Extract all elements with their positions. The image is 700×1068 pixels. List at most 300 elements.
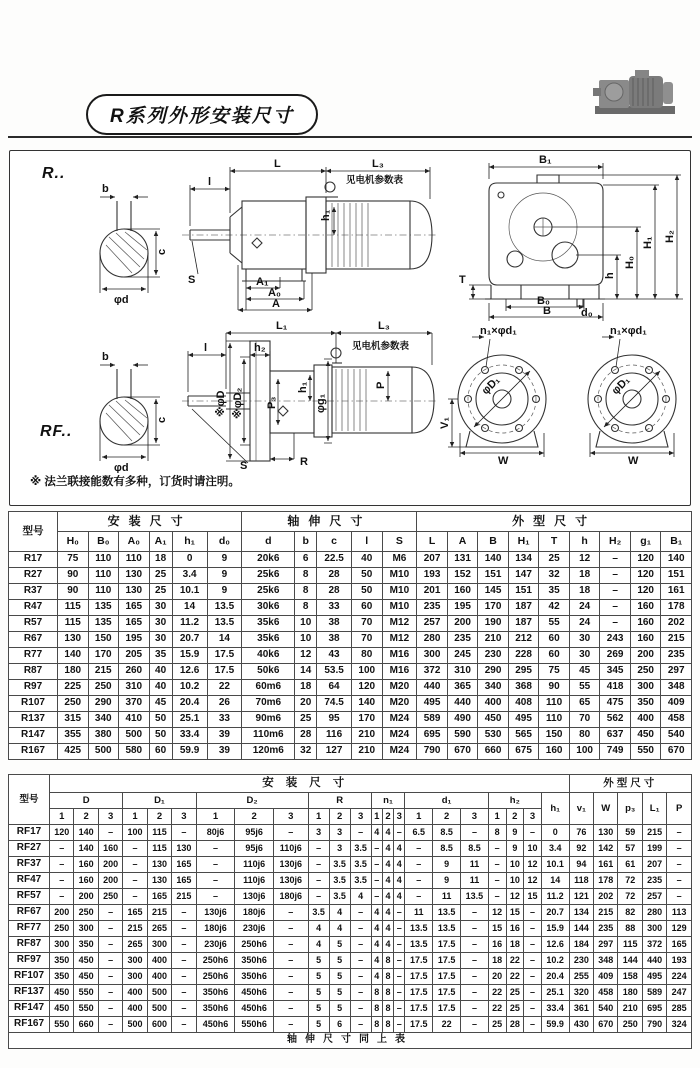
shaft-section-drawing — [70, 175, 170, 305]
value-cell: 110 — [539, 712, 570, 728]
value-cell: 235 — [661, 648, 692, 664]
value-cell: 40 — [149, 680, 172, 696]
value-cell: 25 — [149, 584, 172, 600]
product-photo — [583, 62, 688, 126]
value-cell: – — [524, 921, 542, 937]
value-cell: 295 — [508, 664, 539, 680]
value-cell: 28 — [295, 728, 317, 744]
value-cell: 10 — [295, 632, 317, 648]
value-cell: 151 — [661, 568, 692, 584]
value-cell: 285 — [667, 1001, 692, 1017]
rf-side-view-drawing — [178, 319, 440, 471]
value-cell: 4 — [394, 841, 405, 857]
dim-label-B0: B₀ — [537, 295, 550, 307]
subgroup-D2: D₂ — [196, 793, 308, 809]
model-cell: R167 — [9, 744, 58, 760]
value-cell: 110j6 — [235, 873, 274, 889]
value-cell: 4 — [382, 905, 393, 921]
value-cell: 4 — [371, 921, 382, 937]
value-cell: 8 — [295, 568, 317, 584]
dim-label-B: B — [543, 305, 551, 317]
value-cell: – — [98, 825, 122, 841]
value-cell: – — [123, 857, 147, 873]
table-row — [9, 937, 692, 953]
value-cell: 247 — [667, 985, 692, 1001]
column-header: 2 — [506, 809, 524, 825]
value-cell: 550 — [630, 744, 661, 760]
value-cell: – — [667, 841, 692, 857]
value-cell: 25k6 — [242, 584, 295, 600]
value-cell: 95 — [317, 712, 352, 728]
value-cell: 790 — [417, 744, 448, 760]
value-cell: 30 — [149, 616, 172, 632]
value-cell: 70 — [569, 712, 600, 728]
value-cell: 90 — [58, 568, 89, 584]
value-cell: – — [350, 937, 371, 953]
column-header: c — [317, 532, 352, 552]
value-cell: 4 — [371, 937, 382, 953]
value-cell: 300 — [74, 921, 98, 937]
value-cell: 350h6 — [235, 953, 274, 969]
value-cell: 12 — [569, 552, 600, 568]
value-cell: 350 — [50, 969, 74, 985]
value-cell: 408 — [508, 696, 539, 712]
value-cell: 500 — [123, 1017, 147, 1033]
value-cell: 150 — [539, 728, 570, 744]
value-cell: 589 — [417, 712, 448, 728]
value-cell: 25 — [295, 712, 317, 728]
column-header: H₁ — [508, 532, 539, 552]
value-cell: – — [308, 889, 329, 905]
value-cell: 121 — [569, 889, 593, 905]
column-header: 1 — [123, 809, 147, 825]
value-cell: 235 — [417, 600, 448, 616]
value-cell: – — [172, 905, 196, 921]
value-cell: 210 — [351, 728, 382, 744]
table-row — [9, 921, 692, 937]
shaft-section-drawing — [70, 343, 170, 473]
table-row — [9, 1017, 692, 1033]
table-row — [9, 664, 692, 680]
column-header: A — [447, 532, 478, 552]
value-cell: 9 — [433, 873, 461, 889]
value-cell: 265 — [123, 937, 147, 953]
value-cell: 178 — [594, 873, 618, 889]
value-cell: 129 — [667, 921, 692, 937]
dim-label-phi-D2: ※φD₂ — [232, 387, 244, 419]
value-cell: 178 — [661, 600, 692, 616]
value-cell: 200 — [74, 889, 98, 905]
value-cell: 115 — [618, 937, 642, 953]
value-cell: – — [461, 969, 489, 985]
dim-label-L3: L₃ — [378, 320, 390, 332]
value-cell: 324 — [667, 1017, 692, 1033]
value-cell: 160 — [74, 857, 98, 873]
dim-label-phi-D1: φD₁ — [609, 374, 633, 398]
value-cell: 17.5 — [433, 953, 461, 969]
value-cell: 3.4 — [172, 568, 207, 584]
model-cell: RF17 — [9, 825, 50, 841]
value-cell: 4 — [382, 873, 393, 889]
value-cell: – — [461, 985, 489, 1001]
value-cell: – — [488, 841, 506, 857]
value-cell: 130j6 — [235, 889, 274, 905]
model-cell: R47 — [9, 600, 58, 616]
value-cell: 16 — [506, 921, 524, 937]
model-cell: RF137 — [9, 985, 50, 1001]
column-header: 1 — [308, 809, 329, 825]
value-cell: 228 — [508, 648, 539, 664]
value-cell: 22 — [207, 680, 242, 696]
value-cell: 130 — [119, 584, 150, 600]
value-cell: 15.9 — [541, 921, 569, 937]
value-cell: 365 — [447, 680, 478, 696]
value-cell: 35k6 — [242, 616, 295, 632]
value-cell: 250 — [58, 696, 89, 712]
value-cell: 75 — [58, 552, 89, 568]
value-cell: 4 — [382, 841, 393, 857]
value-cell: 165 — [667, 937, 692, 953]
column-header: 3 — [98, 809, 122, 825]
value-cell: 297 — [594, 937, 618, 953]
value-cell: 530 — [478, 728, 509, 744]
value-cell: 115 — [58, 600, 89, 616]
value-cell: 540 — [594, 1001, 618, 1017]
rf-series-dimension-table — [8, 774, 692, 1049]
value-cell: 22.5 — [317, 552, 352, 568]
value-cell: 5 — [308, 985, 329, 1001]
value-cell: 130 — [172, 841, 196, 857]
value-cell: 9 — [207, 584, 242, 600]
value-cell: – — [405, 841, 433, 857]
value-cell: – — [600, 584, 631, 600]
value-cell: – — [405, 889, 433, 905]
value-cell: – — [461, 825, 489, 841]
value-cell: – — [600, 552, 631, 568]
value-cell: 195 — [447, 600, 478, 616]
group-outline: 外型尺寸 — [569, 775, 691, 793]
dim-label-B1: B₁ — [539, 154, 552, 166]
table-row — [9, 969, 692, 985]
value-cell: 580 — [119, 744, 150, 760]
value-cell: 670 — [661, 744, 692, 760]
value-cell: 24 — [569, 616, 600, 632]
table-row — [9, 584, 692, 600]
table-row — [9, 568, 692, 584]
value-cell: 250 — [98, 889, 122, 905]
value-cell: 235 — [594, 921, 618, 937]
value-cell: – — [273, 921, 308, 937]
value-cell: 80 — [351, 648, 382, 664]
value-cell: M24 — [382, 712, 417, 728]
value-cell: 550 — [74, 985, 98, 1001]
value-cell: 202 — [594, 889, 618, 905]
value-cell: 20.7 — [541, 905, 569, 921]
table-row — [9, 953, 692, 969]
value-cell: 15 — [488, 921, 506, 937]
value-cell: 243 — [600, 632, 631, 648]
value-cell: 17.5 — [405, 953, 433, 969]
value-cell: 410 — [119, 712, 150, 728]
dim-label-A1: A₁ — [256, 276, 269, 288]
value-cell: 100 — [123, 825, 147, 841]
value-cell: – — [667, 889, 692, 905]
value-cell: 161 — [661, 584, 692, 600]
value-cell: 4 — [371, 905, 382, 921]
value-cell: 495 — [417, 696, 448, 712]
group-shaft: 轴伸尺寸 — [242, 512, 417, 532]
value-cell: 160 — [630, 616, 661, 632]
value-cell: 17.5 — [405, 985, 433, 1001]
value-cell: 400 — [478, 696, 509, 712]
value-cell: 0 — [541, 825, 569, 841]
value-cell: 230j6 — [196, 937, 235, 953]
value-cell: – — [488, 857, 506, 873]
value-cell: 110 — [539, 696, 570, 712]
subgroup-D: D — [50, 793, 123, 809]
value-cell: 5 — [308, 1017, 329, 1033]
dim-label-phi-D: ※φD — [215, 390, 227, 417]
column-header: H₂ — [600, 532, 631, 552]
value-cell: 250 — [618, 1017, 642, 1033]
value-cell: 55 — [539, 616, 570, 632]
dim-label-P: P — [375, 381, 387, 389]
value-cell: 10 — [506, 857, 524, 873]
value-cell: 300 — [123, 953, 147, 969]
value-cell: 12 — [506, 889, 524, 905]
value-cell: – — [600, 568, 631, 584]
value-cell: 42 — [539, 600, 570, 616]
value-cell: 400 — [123, 985, 147, 1001]
value-cell: 18 — [295, 680, 317, 696]
value-cell: 380 — [88, 728, 119, 744]
value-cell: – — [172, 937, 196, 953]
value-cell: – — [524, 937, 542, 953]
value-cell: 255 — [569, 969, 593, 985]
value-cell: 4 — [329, 921, 350, 937]
value-cell: 130j6 — [273, 873, 308, 889]
value-cell: 17.5 — [433, 985, 461, 1001]
value-cell: 210 — [478, 632, 509, 648]
value-cell: 30 — [149, 632, 172, 648]
col-P: P — [667, 793, 692, 825]
value-cell: 110 — [119, 552, 150, 568]
col-v1: v₁ — [569, 793, 593, 825]
value-cell: 200 — [630, 648, 661, 664]
value-cell: 13.5 — [461, 889, 489, 905]
value-cell: 495 — [642, 969, 666, 985]
value-cell: 11 — [461, 873, 489, 889]
value-cell: 160 — [74, 873, 98, 889]
value-cell: 215 — [123, 921, 147, 937]
value-cell: 22 — [433, 1017, 461, 1033]
value-cell: 74.5 — [317, 696, 352, 712]
value-cell: 100 — [351, 664, 382, 680]
value-cell: 3.5 — [329, 873, 350, 889]
value-cell: 170 — [88, 648, 119, 664]
column-header: 1 — [50, 809, 74, 825]
value-cell: 10.1 — [541, 857, 569, 873]
motor-note: 见电机参数表 — [346, 175, 404, 186]
value-cell: 400 — [123, 1001, 147, 1017]
subgroup-R: R — [308, 793, 371, 809]
value-cell: 8 — [295, 600, 317, 616]
table-row — [9, 744, 692, 760]
value-cell: 207 — [417, 552, 448, 568]
value-cell: 695 — [417, 728, 448, 744]
dim-label-h: h — [604, 272, 616, 279]
value-cell: – — [172, 825, 196, 841]
value-cell: 35k6 — [242, 632, 295, 648]
value-cell: 72 — [618, 889, 642, 905]
value-cell: – — [123, 873, 147, 889]
value-cell: – — [394, 985, 405, 1001]
value-cell: 245 — [447, 648, 478, 664]
value-cell: 142 — [594, 841, 618, 857]
value-cell: 88 — [618, 921, 642, 937]
value-cell: – — [196, 857, 235, 873]
value-cell: 76 — [569, 825, 593, 841]
group-install: 安装尺寸 — [58, 512, 242, 532]
column-header: B₀ — [88, 532, 119, 552]
value-cell: 55 — [569, 680, 600, 696]
column-header: 2 — [235, 809, 274, 825]
value-cell: 165 — [172, 857, 196, 873]
value-cell: 400 — [630, 712, 661, 728]
value-cell: 320 — [569, 985, 593, 1001]
value-cell: 144 — [618, 953, 642, 969]
value-cell: 130j6 — [196, 905, 235, 921]
value-cell: 749 — [600, 744, 631, 760]
value-cell: 695 — [642, 1001, 666, 1017]
dim-label-H2: H₂ — [664, 230, 676, 243]
value-cell: 4 — [382, 889, 393, 905]
value-cell: 17.5 — [207, 648, 242, 664]
value-cell: 230 — [478, 648, 509, 664]
table-row — [9, 841, 692, 857]
group-install: 安装尺寸 — [50, 775, 570, 793]
value-cell: 300 — [123, 969, 147, 985]
value-cell: 250h6 — [196, 953, 235, 969]
value-cell: – — [98, 937, 122, 953]
dim-label-L3: L₃ — [372, 158, 384, 170]
subgroup-d1: d₁ — [405, 793, 488, 809]
value-cell: 60m6 — [242, 680, 295, 696]
value-cell: 3.5 — [329, 889, 350, 905]
value-cell: 115 — [147, 841, 171, 857]
value-cell: 4 — [394, 889, 405, 905]
value-cell: 134 — [508, 552, 539, 568]
table-row — [9, 889, 692, 905]
value-cell: 60 — [149, 744, 172, 760]
value-cell: 8.5 — [433, 841, 461, 857]
value-cell: 28 — [317, 584, 352, 600]
dim-label-n1xd1: n₁×φd₁ — [480, 325, 517, 337]
value-cell: 11 — [433, 889, 461, 905]
value-cell: – — [172, 969, 196, 985]
value-cell: 372 — [417, 664, 448, 680]
dim-label-W: W — [498, 455, 509, 465]
value-cell: 100 — [569, 744, 600, 760]
dim-label-L1: L₁ — [276, 320, 288, 332]
value-cell: 33.4 — [541, 1001, 569, 1017]
value-cell: – — [371, 857, 382, 873]
value-cell: 210 — [618, 1001, 642, 1017]
column-header: H₀ — [58, 532, 89, 552]
value-cell: 257 — [642, 889, 666, 905]
value-cell: 20.4 — [172, 696, 207, 712]
value-cell: – — [98, 969, 122, 985]
value-cell: 15.9 — [172, 648, 207, 664]
model-cell: R37 — [9, 584, 58, 600]
col-p3: p₃ — [618, 793, 642, 825]
value-cell: 368 — [508, 680, 539, 696]
value-cell: 550 — [50, 1017, 74, 1033]
value-cell: 116 — [317, 728, 352, 744]
model-cell: RF147 — [9, 1001, 50, 1017]
value-cell: 3 — [329, 825, 350, 841]
value-cell: 14 — [541, 873, 569, 889]
value-cell: – — [461, 937, 489, 953]
column-header: 2 — [382, 809, 393, 825]
value-cell: 5 — [308, 1001, 329, 1017]
dim-label-phi-D1: φD₁ — [479, 374, 503, 398]
header-divider — [8, 136, 692, 138]
value-cell: 9 — [506, 825, 524, 841]
value-cell: 215 — [147, 905, 171, 921]
value-cell: 4 — [350, 889, 371, 905]
model-cell: RF57 — [9, 889, 50, 905]
value-cell: 660 — [74, 1017, 98, 1033]
value-cell: 3.5 — [308, 905, 329, 921]
value-cell: 50 — [351, 584, 382, 600]
value-cell: 10.2 — [172, 680, 207, 696]
value-cell: 495 — [508, 712, 539, 728]
value-cell: 170 — [478, 600, 509, 616]
value-cell: 33 — [317, 600, 352, 616]
value-cell: 180 — [618, 985, 642, 1001]
value-cell: 59.9 — [541, 1017, 569, 1033]
value-cell: 345 — [600, 664, 631, 680]
value-cell: 300 — [642, 921, 666, 937]
value-cell: 450h6 — [196, 1017, 235, 1033]
value-cell: 120 — [630, 552, 661, 568]
value-cell: 6 — [329, 1017, 350, 1033]
value-cell: 50 — [149, 728, 172, 744]
table-row — [9, 632, 692, 648]
value-cell: M20 — [382, 680, 417, 696]
column-header-row — [9, 532, 692, 552]
value-cell: 260 — [119, 664, 150, 680]
value-cell: 4 — [382, 937, 393, 953]
value-cell: 130 — [147, 873, 171, 889]
value-cell: M16 — [382, 664, 417, 680]
table-body — [9, 825, 692, 1033]
value-cell: – — [461, 905, 489, 921]
value-cell: 40 — [149, 664, 172, 680]
value-cell: 205 — [119, 648, 150, 664]
value-cell: 3.5 — [350, 873, 371, 889]
value-cell: M10 — [382, 568, 417, 584]
value-cell: 33.4 — [172, 728, 207, 744]
col-h1: h₁ — [541, 793, 569, 825]
value-cell: 500 — [88, 744, 119, 760]
value-cell: 120 — [351, 680, 382, 696]
value-cell: 165 — [123, 905, 147, 921]
value-cell: 165 — [119, 616, 150, 632]
value-cell: 12.6 — [172, 664, 207, 680]
value-cell: 110j6 — [273, 841, 308, 857]
